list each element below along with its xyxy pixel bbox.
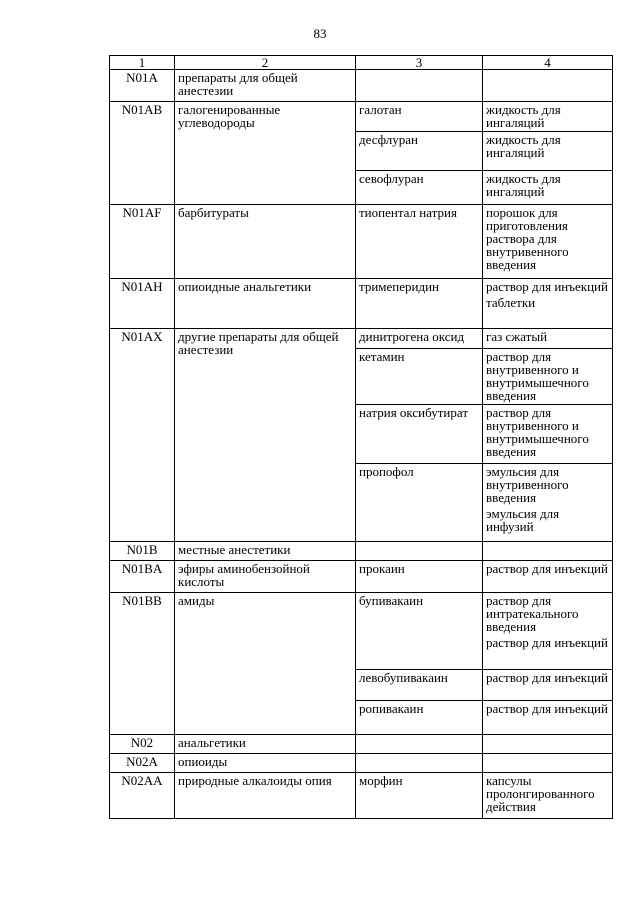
drug-name-cell: пропофол	[356, 464, 483, 542]
group-cell: препараты для общей анестезии	[175, 70, 356, 102]
dosage-form-text: порошок для приготовления раствора для внутривенного введения	[486, 205, 569, 272]
dosage-form-cell	[483, 561, 613, 593]
table-row	[110, 70, 613, 102]
column-header-1: 1	[110, 56, 175, 70]
drug-name-cell: динитрогена оксид	[356, 329, 483, 349]
drug-name-cell	[356, 542, 483, 561]
table-row	[110, 102, 613, 132]
atc-code-cell: N01AX	[110, 329, 175, 542]
dosage-form-cell	[483, 670, 613, 701]
group-cell: другие препараты для общей анестезии	[175, 329, 356, 542]
drug-name-cell: десфлуран	[356, 132, 483, 171]
dosage-form-cell	[483, 754, 613, 773]
group-cell: природные алкалоиды опия	[175, 773, 356, 819]
atc-code-cell: N02A	[110, 754, 175, 773]
dosage-form-text: раствор для внутривенного и внутримышечного введения	[486, 405, 589, 459]
group-cell: галогенированные углеводороды	[175, 102, 356, 205]
group-cell: опиоидные анальгетики	[175, 279, 356, 329]
table-row	[110, 735, 613, 754]
group-cell: амиды	[175, 593, 356, 735]
column-header-3: 3	[356, 56, 483, 70]
atc-code-cell: N01A	[110, 70, 175, 102]
atc-code-cell: N01B	[110, 542, 175, 561]
dosage-form-cell	[483, 279, 613, 329]
dosage-form-text: раствор для инъекций	[486, 635, 608, 650]
atc-code-cell: N01AH	[110, 279, 175, 329]
drug-name-cell: севофлуран	[356, 171, 483, 205]
dosage-form-text: жидкость для ингаляций	[486, 102, 561, 130]
drug-name-cell	[356, 735, 483, 754]
dosage-form-cell	[483, 70, 613, 102]
table-row	[110, 754, 613, 773]
atc-code-cell: N02	[110, 735, 175, 754]
drug-name-cell: прокаин	[356, 561, 483, 593]
drug-name-cell: натрия оксибутират	[356, 405, 483, 464]
dosage-form-cell	[483, 593, 613, 670]
dosage-form-cell	[483, 735, 613, 754]
table-row	[110, 561, 613, 593]
drug-name-cell: галотан	[356, 102, 483, 132]
dosage-form-cell	[483, 329, 613, 349]
atc-code-cell: N01AF	[110, 205, 175, 279]
dosage-form-cell	[483, 205, 613, 279]
dosage-form-cell	[483, 102, 613, 132]
table-row	[110, 593, 613, 670]
dosage-form-text: раствор для инъекций	[486, 701, 608, 716]
dosage-form-text: таблетки	[486, 295, 536, 310]
atc-code-cell: N01AB	[110, 102, 175, 205]
page-number: 83	[313, 26, 327, 41]
dosage-form-cell	[483, 405, 613, 464]
dosage-form-text: раствор для интратекального введения	[486, 593, 579, 634]
group-cell: местные анестетики	[175, 542, 356, 561]
atc-code-cell: N01BA	[110, 561, 175, 593]
header-row	[110, 56, 613, 70]
group-cell: опиоиды	[175, 754, 356, 773]
drug-name-cell: левобупивакаин	[356, 670, 483, 701]
dosage-form-text: газ сжатый	[486, 329, 548, 344]
dosage-form-text: жидкость для ингаляций	[486, 132, 561, 160]
dosage-form-text: эмульсия для внутривенного введения	[486, 464, 569, 505]
table-body	[110, 70, 613, 819]
dosage-form-cell	[483, 542, 613, 561]
table-row	[110, 205, 613, 279]
dosage-form-text: раствор для инъекций	[486, 279, 608, 294]
atc-code-cell: N02AA	[110, 773, 175, 819]
dosage-form-text: раствор для инъекций	[486, 670, 608, 685]
group-cell: барбитураты	[175, 205, 356, 279]
dosage-form-cell	[483, 132, 613, 171]
table-row	[110, 329, 613, 349]
drug-name-cell: тиопентал натрия	[356, 205, 483, 279]
dosage-form-text: жидкость для ингаляций	[486, 171, 561, 199]
drug-name-cell: кетамин	[356, 349, 483, 405]
dosage-form-cell	[483, 701, 613, 735]
dosage-form-text: эмульсия для инфузий	[486, 506, 560, 534]
group-cell: анальгетики	[175, 735, 356, 754]
dosage-form-text: раствор для внутривенного и внутримышечного введения	[486, 349, 589, 403]
table-row	[110, 542, 613, 561]
column-header-4: 4	[483, 56, 613, 70]
dosage-form-cell	[483, 171, 613, 205]
drug-name-cell	[356, 754, 483, 773]
medicines-table	[109, 55, 613, 819]
table-row	[110, 279, 613, 329]
dosage-form-text: капсулы пролонгированного действия	[486, 773, 595, 814]
drug-name-cell: ропивакаин	[356, 701, 483, 735]
column-header-2: 2	[175, 56, 356, 70]
drug-name-cell	[356, 70, 483, 102]
dosage-form-cell	[483, 773, 613, 819]
drug-name-cell: тримеперидин	[356, 279, 483, 329]
dosage-form-text: раствор для инъекций	[486, 561, 608, 576]
drug-name-cell: бупивакаин	[356, 593, 483, 670]
atc-code-cell: N01BB	[110, 593, 175, 735]
dosage-form-cell	[483, 349, 613, 405]
table-row	[110, 773, 613, 819]
drug-name-cell: морфин	[356, 773, 483, 819]
dosage-form-cell	[483, 464, 613, 542]
group-cell: эфиры аминобензойной кислоты	[175, 561, 356, 593]
